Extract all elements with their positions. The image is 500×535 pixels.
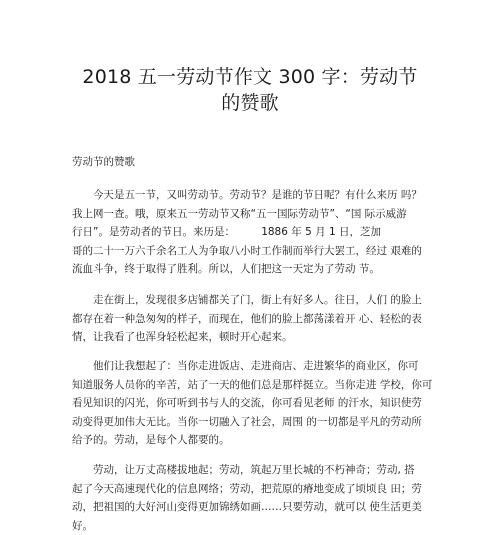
- paragraph-1: [72, 186, 440, 279]
- paragraph-line: 动变得更加伟大无比。当你一切融入了社会，周围 的一切都是平凡的劳动所: [72, 413, 440, 432]
- paragraph-line: 知道服务人员你的辛苦，站了一天的他们总是那样挺立。当你走进 学校，你可: [72, 376, 440, 395]
- paragraph-line: 今天是五一节，又叫劳动节。劳动节？是谁的节日呢？有什么来历 吗？: [72, 186, 440, 205]
- title-line-2: 的赞歌: [40, 90, 460, 116]
- paragraph-2: [72, 291, 440, 347]
- document-subtitle: 劳动节的赞歌: [72, 155, 135, 169]
- paragraph-line: 他们让我想起了：当你走进饭店、走进商店、走进繁华的商业区，你可: [72, 357, 440, 376]
- paragraph-line: 起了今天高速现代化的信息网络；劳动，把荒原的瘠地变成了顷顷良 田；劳: [72, 480, 440, 499]
- paragraph-line: 好。: [72, 517, 440, 535]
- paragraph-line: 哥的二十一万六千余名工人为争取八小时工作制而举行大罢工，经过 艰难的: [72, 242, 440, 261]
- paragraph-line: 流血斗争，终于取得了胜利。所以，人们把这一天定为了劳动 节。: [72, 260, 440, 279]
- paragraph-4: [72, 461, 440, 535]
- paragraph-line: 看见知识的闪光，你可听到书与人的交流，你可看见老师 的汗水，知识使劳: [72, 394, 440, 413]
- paragraph-line: 劳动，让万丈高楼拔地起；劳动，筑起万里长城的不朽神奇；劳动, 搭: [72, 461, 440, 480]
- title-line-1: 2018 五一劳动节作文 300 字：劳动节: [40, 64, 460, 90]
- paragraph-line: 情，让我看了也浑身轻松起来，顿时开心起来。: [72, 328, 440, 347]
- paragraph-line: 动，把祖国的大好河山变得更加锦绣如画……只要劳动，就可以 使生活更美: [72, 498, 440, 517]
- document-title: [40, 64, 460, 116]
- paragraph-line: 走在街上，发现很多店铺都关了门，街上有好多人。往日，人们 的脸上: [72, 291, 440, 310]
- paragraph-line: 行日”。是劳动者的节日。来历是： 1886 年 5 月 1 日，芝加: [72, 223, 440, 242]
- paragraph-line: 我上网一查。哦，原来五一劳动节又称“五一国际劳动节”、“国 际示威游: [72, 205, 440, 224]
- paragraph-line: 都存在着一种急匆匆的样子，而现在，他们的脸上都荡漾着开 心、轻松的表: [72, 310, 440, 329]
- paragraph-3: [72, 357, 440, 450]
- paragraph-line: 给予的。劳动，是每个人都要的。: [72, 431, 440, 450]
